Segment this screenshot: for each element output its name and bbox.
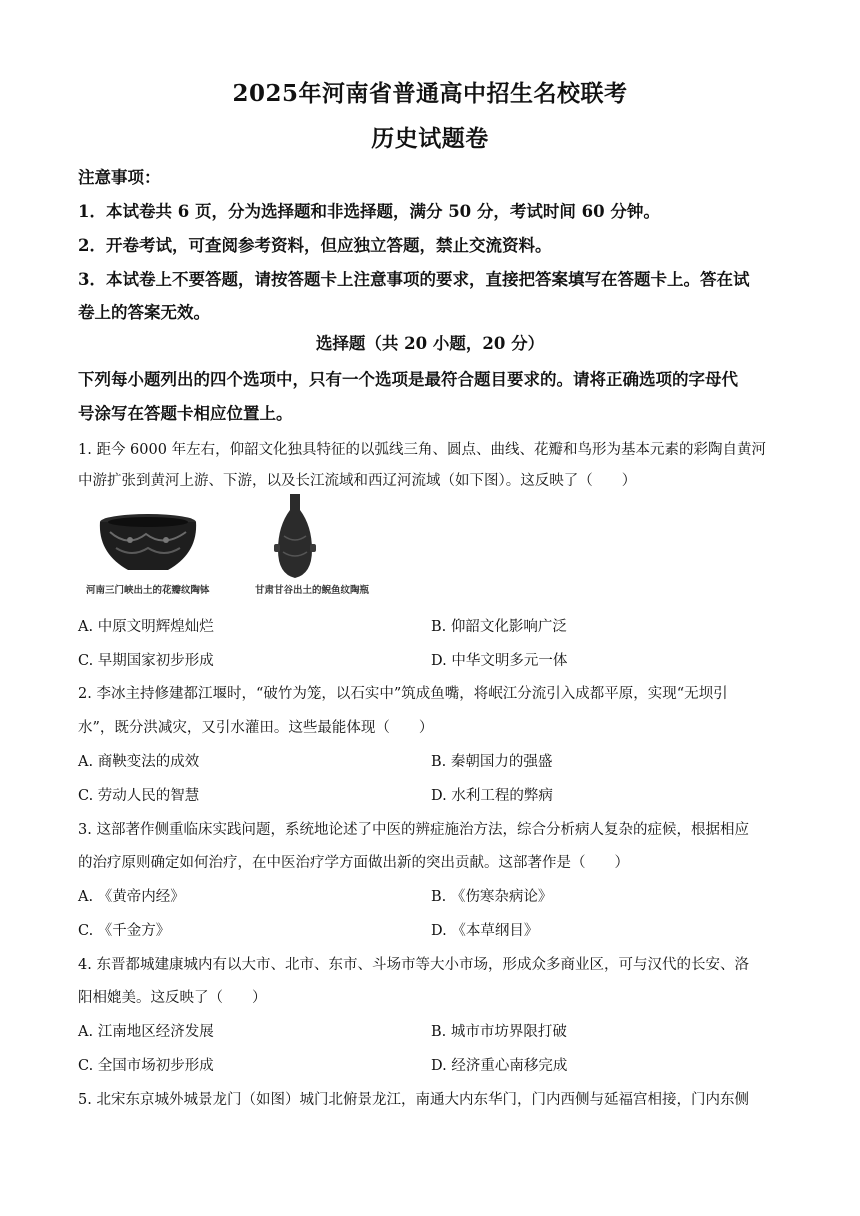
option-d: D. 《本草纲目》: [431, 923, 539, 939]
notice-heading: 注意事项：: [78, 168, 161, 187]
question-1-text: 1. 距今 6000 年左右，仰韶文化独具特征的以弧线三角、圆点、曲线、花瓣和鸟形为基本元素的彩陶自黄河: [78, 442, 767, 458]
section-title: 选择题（共 20 小题，20 分）: [315, 334, 545, 353]
question-4-text: 4. 东晋都城建康城内有以大市、北市、东市、斗场市等大小市场，形成众多商业区，可与汉代的长安、洛: [78, 957, 749, 973]
exam-subtitle: 历史试题卷: [371, 125, 489, 152]
section-instruction: 下列每小题列出的四个选项中，只有一个选项是最符合题目要求的。请将正确选项的字母代: [78, 370, 738, 389]
question-5-text: 5. 北宋东京城外城景龙门（如图）城门北俯景龙江，南通大内东华门，门内西侧与延福宫相接，门内东侧: [78, 1092, 749, 1108]
option-b: B. 仰韶文化影响广泛: [431, 619, 567, 635]
option-c: C. 劳动人民的智慧: [78, 788, 200, 804]
option-d: D. 中华文明多元一体: [431, 653, 568, 669]
pottery-bottle-image: [270, 492, 320, 582]
option-d: D. 经济重心南移完成: [431, 1058, 568, 1074]
question-2-text: 水”，既分洪减灾，又引水灌田。这些最能体现（ ）: [78, 720, 434, 736]
option-a: A. 《黄帝内经》: [78, 889, 185, 905]
section-instruction: 号涂写在答题卡相应位置上。: [78, 404, 293, 423]
question-1-figure: [78, 498, 368, 608]
figure-caption: 甘肃甘谷出土的鲵鱼纹陶瓶: [255, 585, 370, 596]
notice-item: 3．本试卷上不要答题，请按答题卡上注意事项的要求，直接把答案填写在答题卡上。答在试: [78, 270, 750, 289]
question-3-text: 3. 这部著作侧重临床实践问题，系统地论述了中医的辨症施治方法，综合分析病人复杂的症候，根据相应: [78, 822, 749, 838]
option-c: C. 《千金方》: [78, 923, 171, 939]
notice-item: 1．本试卷共 6 页，分为选择题和非选择题，满分 50 分，考试时间 60 分钟。: [78, 202, 660, 221]
option-b: B. 秦朝国力的强盛: [431, 754, 553, 770]
question-1-text: 中游扩张到黄河上游、下游，以及长江流域和西辽河流域（如下图）。这反映了（ ）: [78, 473, 637, 489]
option-c: C. 全国市场初步形成: [78, 1058, 214, 1074]
option-a: A. 江南地区经济发展: [78, 1024, 214, 1040]
option-b: B. 《伤寒杂病论》: [431, 889, 553, 905]
option-a: A. 商鞅变法的成效: [78, 754, 200, 770]
notice-item: 卷上的答案无效。: [78, 303, 210, 322]
option-a: A. 中原文明辉煌灿烂: [78, 619, 214, 635]
pottery-bowl-image: [88, 498, 208, 580]
notice-item: 2．开卷考试，可查阅参考资料，但应独立答题，禁止交流资料。: [78, 236, 552, 255]
option-d: D. 水利工程的弊病: [431, 788, 553, 804]
question-3-text: 的治疗原则确定如何治疗，在中医治疗学方面做出新的突出贡献。这部著作是（ ）: [78, 855, 629, 871]
option-c: C. 早期国家初步形成: [78, 653, 214, 669]
figure-caption: 河南三门峡出土的花瓣纹陶钵: [86, 585, 210, 596]
question-4-text: 阳相媲美。这反映了（ ）: [78, 990, 267, 1006]
option-b: B. 城市市坊界限打破: [431, 1024, 567, 1040]
question-2-text: 2. 李冰主持修建都江堰时，“破竹为笼，以石实中”筑成鱼嘴，将岷江分流引入成都平原，实现“无坝引: [78, 686, 728, 702]
exam-title: 2025年河南省普通高中招生名校联考: [232, 80, 628, 107]
